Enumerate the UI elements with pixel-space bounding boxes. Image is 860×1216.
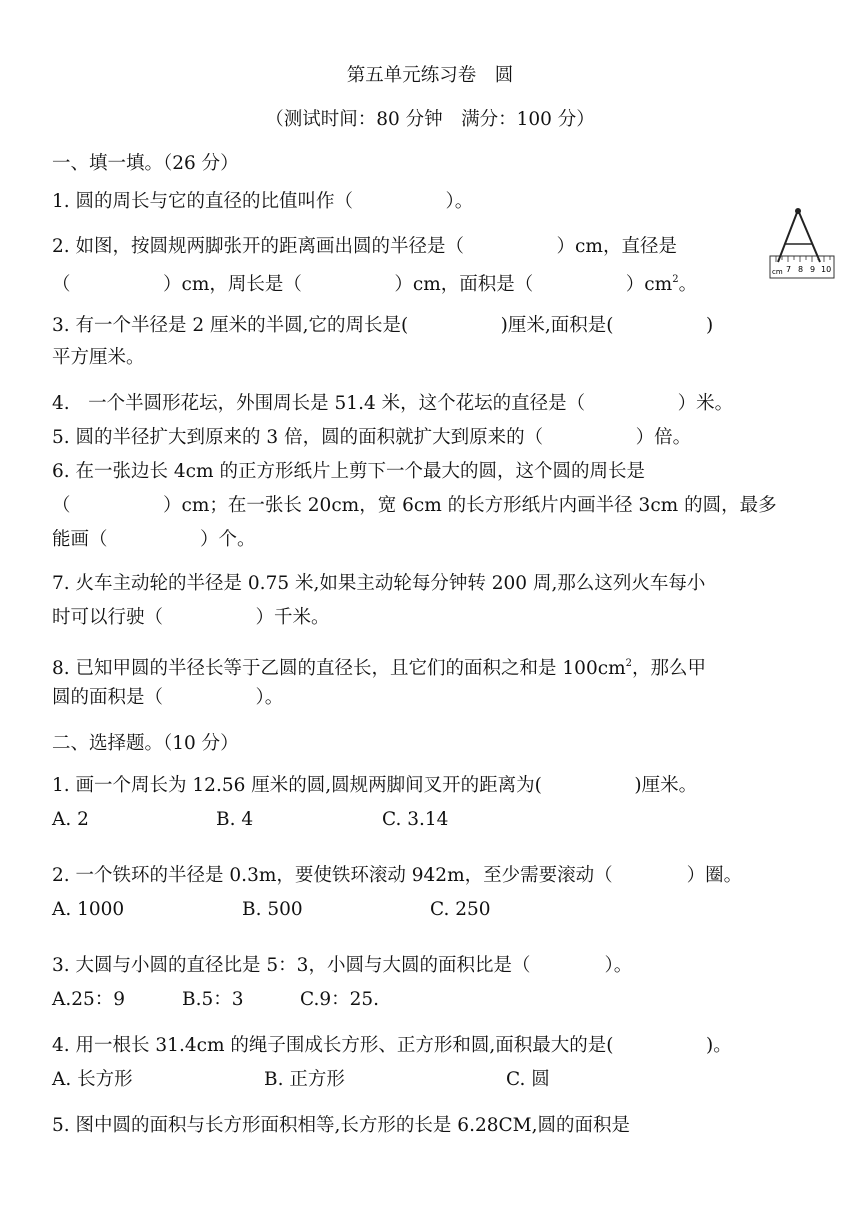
choice-2-option-b: B. 500 xyxy=(242,899,303,920)
fill-question-6-line3: 能画（ ）个。 xyxy=(52,529,256,550)
fill-question-3-line2: 平方厘米。 xyxy=(52,347,145,368)
fill-question-1: 1. 圆的周长与它的直径的比值叫作（ ）。 xyxy=(52,191,474,212)
choice-3-option-a: A.25：9 xyxy=(52,989,126,1010)
fill-question-7-line2: 时可以行驶（ ）千米。 xyxy=(52,607,330,628)
ruler-tick-10: 10 xyxy=(821,265,832,274)
ruler-tick-8: 8 xyxy=(798,265,804,274)
choice-2-option-c: C. 250 xyxy=(430,899,491,920)
ruler-unit-label: cm xyxy=(772,268,783,276)
compass-ruler-figure xyxy=(768,206,836,284)
choice-4-option-a: A. 长方形 xyxy=(52,1069,133,1090)
page-title: 第五单元练习卷 圆 xyxy=(346,65,514,86)
ruler-tick-7: 7 xyxy=(786,265,792,274)
choice-question-1: 1. 画一个周长为 12.56 厘米的圆,圆规两脚间叉开的距离为( )厘米。 xyxy=(52,775,698,796)
choice-4-option-b: B. 正方形 xyxy=(264,1069,345,1090)
section1-heading: 一、填一填。（26 分） xyxy=(52,153,239,174)
choice-question-2: 2. 一个铁环的半径是 0.3m，要使铁环滚动 942m，至少需要滚动（ ）圈。 xyxy=(52,865,743,886)
choice-1-option-c: C. 3.14 xyxy=(382,809,449,830)
choice-question-3: 3. 大圆与小圆的直径比是 5：3，小圆与大圆的面积比是（ ）。 xyxy=(52,955,633,976)
ruler-tick-9: 9 xyxy=(810,265,816,274)
choice-question-4: 4. 用一根长 31.4cm 的绳子围成长方形、正方形和圆,面积最大的是( )。 xyxy=(52,1035,732,1056)
fill-question-7-line1: 7. 火车主动轮的半径是 0.75 米,如果主动轮每分钟转 200 周,那么这列火车每小 xyxy=(52,573,706,594)
fill-question-8-line2: 圆的面积是（ ）。 xyxy=(52,687,284,708)
section2-heading: 二、选择题。（10 分） xyxy=(52,733,239,754)
choice-1-option-a: A. 2 xyxy=(52,809,89,830)
choice-2-option-a: A. 1000 xyxy=(52,899,125,920)
choice-3-option-c: C.9：25. xyxy=(300,989,380,1010)
fill-question-3-line1: 3. 有一个半径是 2 厘米的半圆,它的周长是( )厘米,面积是( ) xyxy=(52,315,714,336)
choice-3-option-b: B.5：3 xyxy=(182,989,244,1010)
choice-1-option-b: B. 4 xyxy=(216,809,254,830)
fill-question-2-line1: 2. 如图，按圆规两脚张开的距离画出圆的半径是（ ）cm，直径是 xyxy=(52,236,677,257)
fill-question-5: 5. 圆的半径扩大到原来的 3 倍，圆的面积就扩大到原来的（ ）倍。 xyxy=(52,427,692,448)
fill-question-6-line2: （ ）cm；在一张长 20cm，宽 6cm 的长方形纸片内画半径 3cm 的圆，最多 xyxy=(52,495,777,516)
fill-question-2-line2: （ ）cm，周长是（ ）cm，面积是（ ）$cm^2$。 xyxy=(52,274,698,295)
fill-question-8-line1: 8. 已知甲圆的半径长等于乙圆的直径长，且它们的面积之和是 $100cm^2$，那么甲 xyxy=(52,658,707,679)
choice-4-option-c: C. 圆 xyxy=(506,1069,550,1090)
choice-question-5: 5. 图中圆的面积与长方形面积相等,长方形的长是 6.28CM,圆的面积是 xyxy=(52,1115,630,1136)
fill-question-6-line1: 6. 在一张边长 4cm 的正方形纸片上剪下一个最大的圆，这个圆的周长是 xyxy=(52,461,645,482)
fill-question-4: 4. 一个半圆形花坛，外围周长是 51.4 米，这个花坛的直径是（ ）米。 xyxy=(52,393,734,414)
page-subtitle: （测试时间：80 分钟 满分：100 分） xyxy=(265,109,595,130)
